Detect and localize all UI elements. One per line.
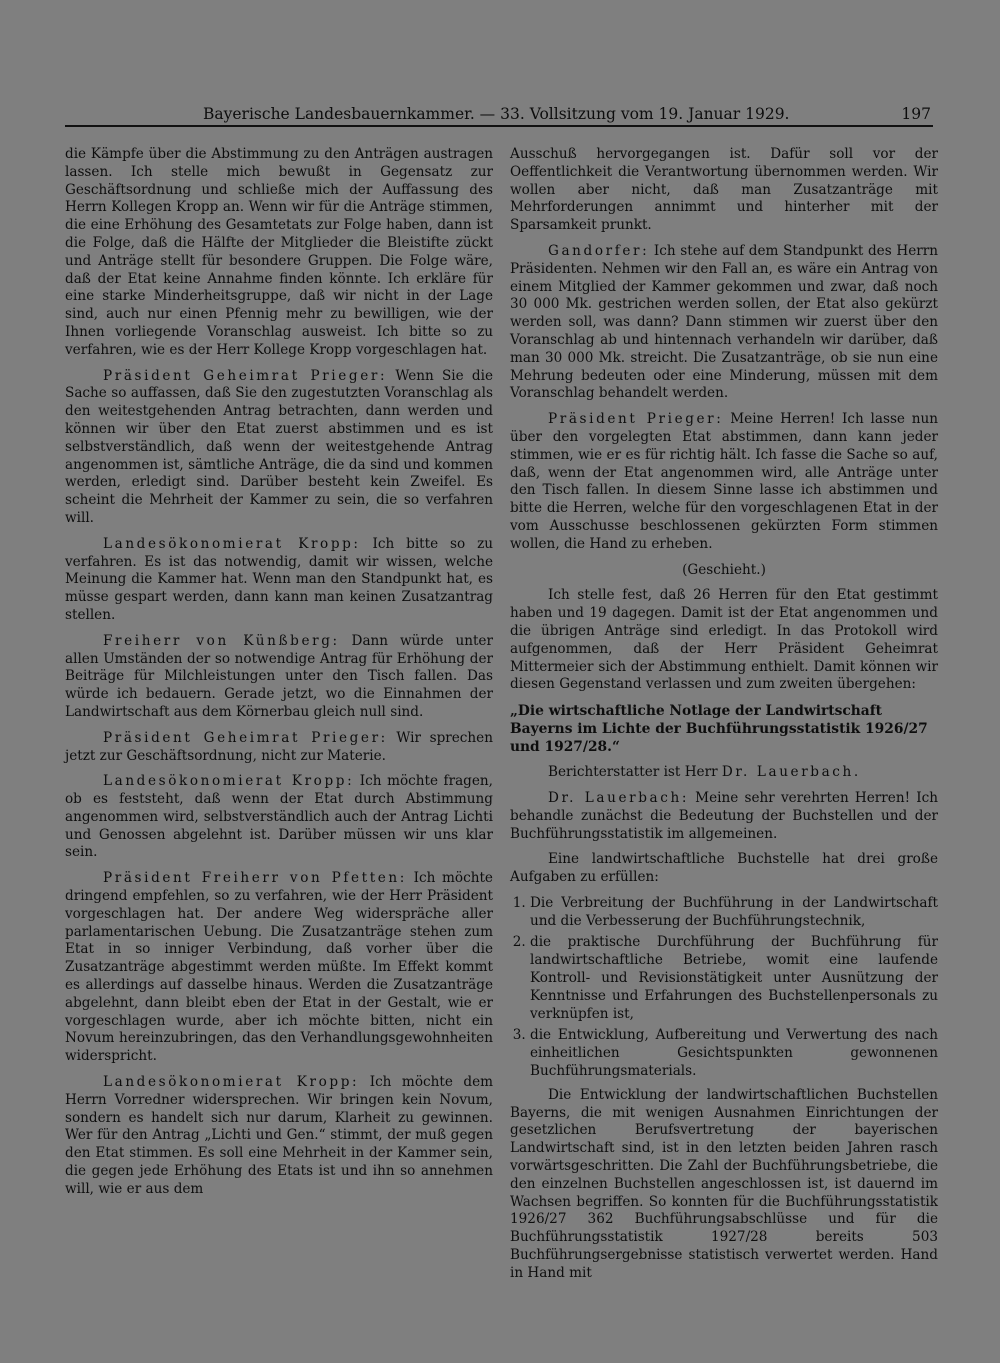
- stage-direction: (Geschieht.): [682, 561, 766, 578]
- paragraph: [65, 773, 493, 862]
- speech-text: Ich bitte so zu verfahren. Es ist das notwendig, damit wir wissen, welche Meinung die Kammer hat. Wenn man den Standpunkt hat, es müsse gespart werden, dann kann man keinen Zusatzantrag stellen.: [65, 535, 494, 623]
- speech-text: Meine sehr verehrten Herren! Ich behandle zunächst die Bedeutung der Buchstellen und der Buchführungsstatistik im allgemeinen.: [510, 789, 938, 842]
- speech-text: Ich möchte dringend empfehlen, so zu verfahren, wie der Herr Präsident vorgeschlagen hat. Der andere Weg widerspräche aller parlamentarischen Uebung. Die Zusatzanträge stehen zum Etat in so inniger Verbindung, daß vorher über die Zusatzanträge abgestimmt werden müßte. Im Effekt kommt es allerdings auf dasselbe hinaus. Werden die Zusatzanträge abgelehnt, dann bleibt eben der Etat in der Gestalt, wie er vorgeschlagen wurde, aber ich möchte bitten, nicht ein Novum hereinzubringen, das den Verhandlungsgewohnheiten widerspricht.: [65, 870, 493, 1065]
- right-column: [510, 146, 938, 1291]
- speaker-name: Dr. Lauerbach:: [548, 789, 689, 806]
- paragraph: [65, 1074, 493, 1199]
- speech-text: Dann würde unter allen Umständen der so notwendige Antrag für Erhöhung der Beiträge für Milchleistungen unter den Tisch fallen. Das würde ich bedauern. Gerade jetzt, wo die Einnahmen der Landwirtschaft aus dem Körnerbau gleich null sind.: [65, 632, 493, 720]
- paragraph: [510, 243, 938, 403]
- speech-text: Ich möchte fragen, ob es feststeht, daß wenn der Etat durch Abstimmung angenommen wird, selbstverständlich auch der Antrag Lichti und Genossen abgelehnt ist. Darüber müssen wir uns klar sein.: [65, 773, 494, 861]
- reporter-text: Berichterstatter ist Herr: [548, 764, 722, 781]
- speaker-name: Präsident Geheimrat Prieger:: [103, 729, 388, 746]
- paragraph: Die Entwicklung der landwirtschaftlichen Buchstellen Bayerns, die mit wenigen Ausnahmen Einrichtungen der gesetzlichen Berufsvertretung der bayerischen Landwirtschaft sind, ist in den letzten beiden Jahren rasch vorwärtsgeschritten. Die Zahl der Buchführungsbetriebe, die den einzelnen Buchstellen angeschlossen ist, ist dauernd im Wachsen begriffen. So konnten für die Buchführungsstatistik 1926/27 362 Buchführungsabschlüsse und für die Buchführungsstatistik 1927/28 bereits 503 Buchführungsergebnisse statistisch verwertet werden. Hand in Hand mit: [510, 1086, 938, 1281]
- speaker-name: Gandorfer:: [548, 242, 650, 259]
- running-header: [65, 103, 933, 127]
- paragraph: Ich stelle fest, daß 26 Herren für den Etat gestimmt haben und 19 dagegen. Damit ist der Etat angenommen und die übrigen Anträge sind erledigt. In das Protokoll wird aufgenommen, daß der Herr Präsident Geheimrat Mittermeier sich der Abstimmung enthielt. Damit können wir diesen Gegenstand verlassen und zum zweiten übergehen:: [510, 587, 938, 693]
- task-list: [510, 895, 938, 1081]
- paragraph: [65, 536, 493, 625]
- paragraph: [510, 790, 938, 843]
- paragraph: die Kämpfe über die Abstimmung zu den Anträgen austragen lassen. Ich stelle mich bewußt in Gegensatz zur Geschäftsordnung und schließe mich der Auffassung des Herrn Kollegen Kropp an. Wenn wir für die Anträge stimmen, die eine Erhöhung des Gesamtetats zur Folge haben, dann ist die Folge, daß die Hälfte der Mitglieder die Bleistifte zückt und Anträge stellt für besondere Gruppen. Die Folge wäre, daß der Etat keine Annahme finden könnte. Ich erkläre für eine starke Minderheitsgruppe, daß wir nicht in der Lage sind, auch nur einen Pfennig mehr zu bewilligen, wie der Ihnen vorliegende Voranschlag ausweist. Ich bitte so zu verfahren, wie es der Herr Kollege Kropp vorgeschlagen hat.: [65, 146, 493, 358]
- paragraph: [510, 764, 938, 782]
- speaker-name: Landesökonomierat Kropp:: [103, 1074, 360, 1091]
- page-number: 197: [901, 105, 931, 123]
- list-item: 1. Die Verbreitung der Buchführung in der Landwirtschaft und die Verbesserung der Buchführungstechnik,: [530, 895, 938, 931]
- speech-text: Ich stehe auf dem Standpunkt des Herrn Präsidenten. Nehmen wir den Fall an, es wäre ein Antrag von einem Mitglied der Kammer gekommen und zwar, daß noch 30 000 Mk. gestrichen werden sollen, der Etat also gekürzt werden soll, was dann? Dann stimmen wir zuerst über den Voranschlag ab und hintennach verhandeln wir darüber, daß man 30 000 Mk. streicht. Die Zusatzanträge, ob sie nun eine Mehrung bedeuten oder eine Minderung, müssen mit dem Voranschlag behandelt werden.: [510, 242, 938, 402]
- list-item: 3. die Entwicklung, Aufbereitung und Verwertung des nach einheitlichen Gesichtspunkten gewonnenen Buchführungsmaterials.: [530, 1027, 938, 1080]
- speech-text: Meine Herren! Ich lasse nun über den vorgelegten Etat abstimmen, dann kann jeder stimmen, wie er es für richtig hält. Ich fasse die Sache so auf, daß, wenn der Etat angenommen wird, alle Anträge unter den Tisch fallen. In diesem Sinne lasse ich abstimmen und bitte die Herren, welche für den vorgeschlagenen Etat in der vom Ausschusse beschlossenen gekürzten Form stimmen wollen, die Hand zu erheben.: [510, 411, 938, 552]
- paragraph: [65, 730, 493, 766]
- speaker-name: Präsident Freiherr von Pfetten:: [103, 870, 407, 887]
- left-column: [65, 146, 493, 1207]
- header-title: Bayerische Landesbauernkammer. — 33. Vollsitzung vom 19. Januar 1929.: [203, 105, 790, 123]
- speaker-name: Landesökonomierat Kropp:: [103, 535, 361, 552]
- reporter-name: Dr. Lauerbach.: [721, 764, 861, 781]
- paragraph: Ausschuß hervorgegangen ist. Dafür soll vor der Oeffentlichkeit die Verantwortung übernommen werden. Wir wollen aber nicht, daß man Zusatzanträge mit Mehrforderungen annimmt und hinterher mit der Sparsamkeit prunkt.: [510, 146, 938, 234]
- paragraph: [65, 368, 493, 528]
- list-item: 2. die praktische Durchführung der Buchführung für landwirtschaftliche Betriebe, womit eine laufende Kontroll- und Revisionstätigkeit unter Ausnützung der Kenntnisse und Erfahrungen des Buchstellenpersonals zu verknüpfen ist,: [530, 934, 938, 1023]
- paragraph: Eine landwirtschaftliche Buchstelle hat drei große Aufgaben zu erfüllen:: [510, 851, 938, 886]
- speaker-name: Landesökonomierat Kropp:: [103, 773, 355, 790]
- speaker-name: Präsident Prieger:: [548, 411, 724, 428]
- agenda-heading: „Die wirtschaftliche Notlage der Landwirtschaft Bayerns im Lichte der Buchführungsstatistik 1926/27 und 1927/28.“: [510, 703, 928, 756]
- paragraph: [65, 870, 493, 1066]
- speaker-name: Freiherr von Künßberg:: [103, 632, 340, 649]
- paragraph: [510, 411, 938, 553]
- speech-text: Ich möchte dem Herrn Vorredner widersprechen. Wir bringen kein Novum, sondern es handelt sich nur darum, Klarheit zu gewinnen. Wer für den Antrag „Lichti und Gen.“ stimmt, der muß gegen den Etat stimmen. Es soll eine Mehrheit in der Kammer sein, die gegen jede Erhöhung des Etats ist und ihn so annehmen will, wie er aus dem: [65, 1074, 493, 1197]
- paragraph: [65, 633, 493, 722]
- speaker-name: Präsident Geheimrat Prieger:: [103, 367, 388, 384]
- speech-text: Wir sprechen jetzt zur Geschäftsordnung, nicht zur Materie.: [65, 729, 493, 764]
- speech-text: Wenn Sie die Sache so auffassen, daß Sie den zugestutzten Voranschlag als den weitestgehenden Antrag betrachten, dann werden und können wir über den Etat zuerst abstimmen und es ist selbstverständlich, daß wenn der weitestgehende Antrag angenommen ist, sämtliche Anträge, die da sind und kommen werden, erledigt sind. Darüber besteht kein Zweifel. Es scheint die Mehrheit der Kammer zu sein, die so verfahren will.: [65, 367, 493, 526]
